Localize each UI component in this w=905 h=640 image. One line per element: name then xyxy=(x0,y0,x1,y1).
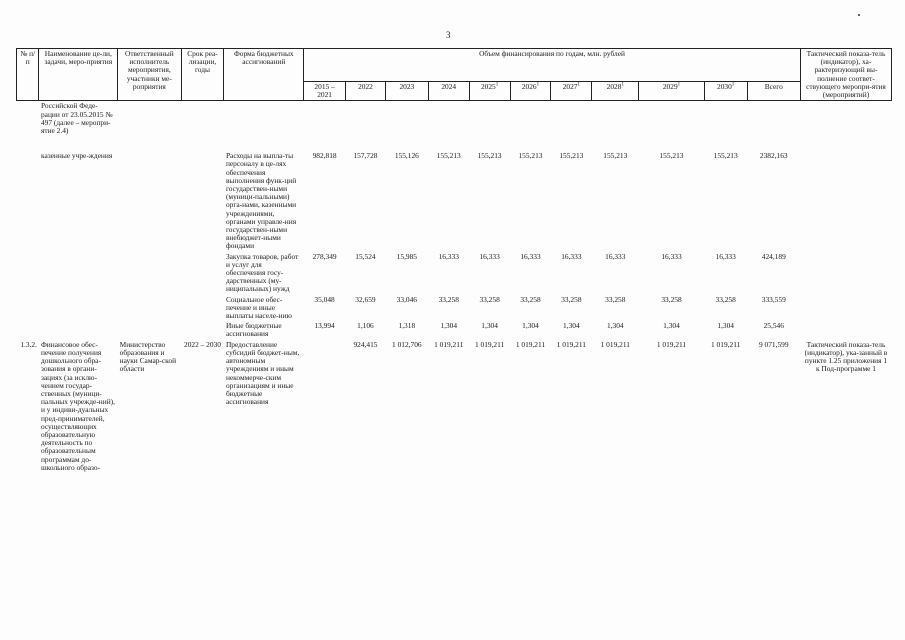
header-period: Срок реа-лизации, годы xyxy=(181,49,224,101)
budget-form: Закупка товаров, работ и услуг для обеспечения госу-дарственных (му-ниципальных) нужд xyxy=(225,251,299,294)
value-cell: 33,258 xyxy=(605,294,626,304)
header-year: 2025$^1$ xyxy=(469,82,510,101)
value-cell: 278,349 xyxy=(312,251,337,261)
tactical-indicator: Тактический показа-тель (индикатор), ука-занный в пункте 1.25 приложения 1 к Под-программе 1 xyxy=(804,339,888,374)
value-cell: 16,333 xyxy=(715,251,736,261)
value-cell: 13,994 xyxy=(314,321,335,331)
value-cell: 1 019,211 xyxy=(556,339,586,349)
table-row xyxy=(17,151,892,251)
continuation-text: Российской Феде-рации от 23.05.2015 № 497 (далее – меропри-ятие 2.4) xyxy=(40,101,113,136)
budget-form: Социальное обес-печение и иные выплаты населе-нию xyxy=(225,294,292,321)
header-year: 2029$^1$ xyxy=(639,82,704,101)
value-cell: 33,258 xyxy=(715,294,736,304)
header-financing: Объем финансирования по годам, млн. рублей xyxy=(304,49,801,82)
value-cell: 155,213 xyxy=(713,151,738,161)
item-code: 1.3.2. xyxy=(20,339,37,349)
header-year: 2030$^1$ xyxy=(704,82,747,101)
table-header xyxy=(17,49,892,101)
value-cell xyxy=(304,340,346,473)
table-body xyxy=(17,101,892,473)
budget-form: Расходы на выпла-ты персоналу в це-лях обеспечения выполнения функ-ций государствен-ными (муници-пальными) орга-нами, казенными учреждениями, органами управле-ния государствен-ными внебюджет-ными фондами xyxy=(225,151,297,251)
value-cell: 1,304 xyxy=(606,321,624,331)
header-year: 2026$^1$ xyxy=(510,82,551,101)
header-no: № п/п xyxy=(17,49,39,101)
header-year: 2022 xyxy=(346,82,386,101)
table-row xyxy=(17,321,892,339)
value-cell: 155,213 xyxy=(659,151,684,161)
measure-name: Финансовое обес-печение получения дошкольного обра-зования в органи-зациях (за исклю-чением государ-ственных (муници-пальных учрежде-ний), и у индиви-дуальных пред-принимателей, осуществляющих образовательную деятельность по образовательным программам до-школьного образо- xyxy=(40,339,115,472)
value-cell: 982,818 xyxy=(312,151,337,161)
value-cell: 1 019,211 xyxy=(711,339,741,349)
value-cell-total: 2382,163 xyxy=(759,151,788,161)
value-cell-total: 25,546 xyxy=(763,321,784,331)
header-year: 2023 xyxy=(385,82,428,101)
value-cell: 1 019,211 xyxy=(434,339,464,349)
value-cell: 16,333 xyxy=(520,251,541,261)
value-cell: 1 019,211 xyxy=(515,339,546,349)
value-cell: 33,046 xyxy=(396,294,417,304)
budget-form: Предоставление субсидий бюджет-ным, автономным учреждениям и иным некоммерче-ским организациям и иные бюджетные ассигнования xyxy=(225,339,300,407)
value-cell: 155,213 xyxy=(518,151,543,161)
value-cell: 16,333 xyxy=(605,251,626,261)
value-cell: 1,304 xyxy=(663,321,680,331)
header-year: 2015 – 2021 xyxy=(304,82,346,101)
value-cell: 155,213 xyxy=(477,151,502,161)
value-cell: 1,106 xyxy=(357,321,374,331)
header-form: Форма бюджетных ассигнований xyxy=(224,49,304,101)
institution-type: казенные учре-ждения xyxy=(40,151,113,161)
value-cell: 157,728 xyxy=(353,151,378,161)
value-cell: 33,258 xyxy=(438,294,459,304)
value-cell: 1,304 xyxy=(563,321,580,331)
value-cell: 1,304 xyxy=(481,321,498,331)
value-cell: 35,048 xyxy=(314,294,335,304)
page-number: 3 xyxy=(446,30,451,40)
header-year-total: Всего xyxy=(747,82,800,101)
value-cell: 924,415 xyxy=(353,339,378,349)
header-year: 2028$^1$ xyxy=(592,82,639,101)
value-cell-total: 333,559 xyxy=(761,294,786,304)
value-cell: 1 019,211 xyxy=(656,339,687,349)
table-row xyxy=(17,252,892,295)
value-cell-total: 9 071,599 xyxy=(758,339,789,349)
scan-speck xyxy=(858,14,860,16)
value-cell: 155,213 xyxy=(603,151,628,161)
value-cell: 32,659 xyxy=(355,294,376,304)
value-cell: 33,258 xyxy=(479,294,500,304)
value-cell: 1,318 xyxy=(398,321,416,331)
header-name: Наименование це-ли, задачи, меро-приятия xyxy=(39,49,118,101)
value-cell: 16,333 xyxy=(479,251,500,261)
value-cell: 1,304 xyxy=(522,321,539,331)
value-cell: 155,213 xyxy=(559,151,584,161)
table-row xyxy=(17,101,892,151)
value-cell: 1 019,211 xyxy=(600,339,630,349)
value-cell: 33,258 xyxy=(561,294,582,304)
header-responsible: Ответственный исполнитель мероприятия, участники ме-роприятия xyxy=(118,49,181,101)
table-row xyxy=(17,295,892,322)
value-cell: 33,258 xyxy=(520,294,541,304)
value-cell: 15,524 xyxy=(355,251,376,261)
value-cell-total: 424,189 xyxy=(761,251,786,261)
header-indicator: Тактический показа-тель (индикатор), ха-рактеризующий вы-полнение соответ-ствующего меропри-ятия (мероприятий) xyxy=(800,49,891,101)
value-cell: 1,304 xyxy=(440,321,458,331)
header-year: 2027$^1$ xyxy=(551,82,592,101)
value-cell: 1 012,706 xyxy=(392,339,422,349)
value-cell: 1,304 xyxy=(717,321,734,331)
implementation-period: 2022 – 2030 xyxy=(184,339,221,349)
value-cell: 16,333 xyxy=(438,251,459,261)
responsible-executor: Министерство образования и науки Самар-ской области xyxy=(119,339,177,374)
value-cell: 15,985 xyxy=(396,251,417,261)
financing-table xyxy=(16,48,892,473)
table-row xyxy=(17,340,892,473)
header-year: 2024 xyxy=(428,82,469,101)
value-cell: 16,333 xyxy=(561,251,582,261)
value-cell: 33,258 xyxy=(661,294,682,304)
value-cell: 155,213 xyxy=(436,151,461,161)
value-cell: 16,333 xyxy=(661,251,682,261)
value-cell: 1 019,211 xyxy=(474,339,505,349)
value-cell: 155,126 xyxy=(394,151,419,161)
budget-form: Иные бюджетные ассигнования xyxy=(225,321,282,339)
